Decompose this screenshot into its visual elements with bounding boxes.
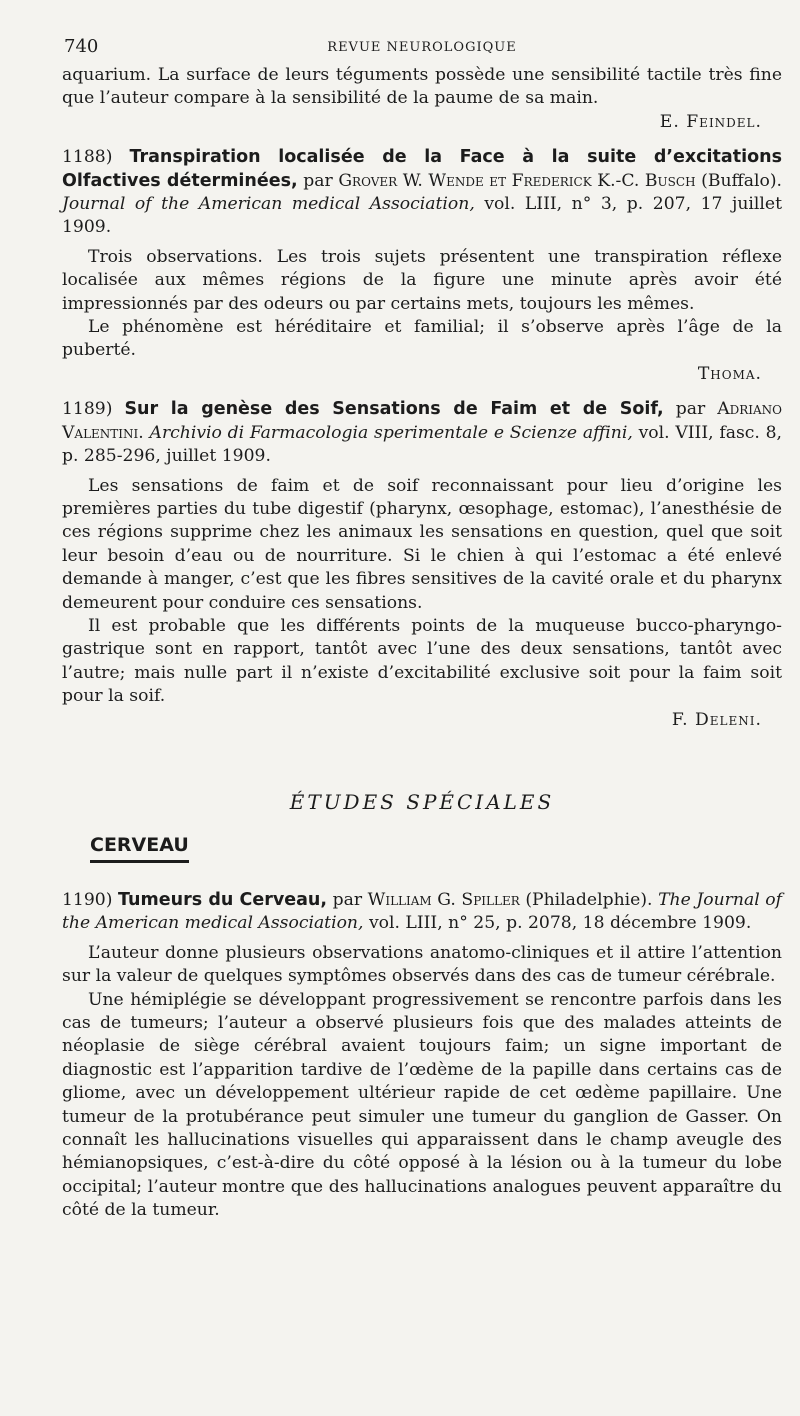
- journal-name: Archivio di Farmacologia sperimentale e Scienze affini,: [149, 422, 633, 443]
- par-word: par: [303, 170, 333, 191]
- abstract-title: Tumeurs du Cerveau,: [118, 889, 328, 910]
- abstract-1190-paragraph-1: L’auteur donne plusieurs observations anatomo-cliniques et il attire l’attention sur la valeur de quelques symptômes observés dans des cas de tumeur cérébrale.: [62, 942, 782, 987]
- abstract-authors: Adriano Valentini.: [62, 399, 783, 443]
- abstract-title: Transpiration localisée de la Face à la suite d’excitations Olfactives déterminées,: [62, 147, 782, 191]
- abstract-1189-heading: [62, 398, 782, 468]
- abstract-title: Sur la genèse des Sensations de Faim et de Soif,: [124, 399, 664, 420]
- par-word: par: [332, 889, 363, 910]
- journal-reference: vol. LIII, n° 3, p. 207, 17 juillet 1909.: [62, 194, 782, 238]
- journal-name: Journal of the American medical Association,: [62, 194, 475, 215]
- abstract-1188-paragraph-1: Trois observations. Les trois sujets présentent une transpiration réflexe localisée aux mêmes régions de la figure une minute après avoir été impressionnés par des odeurs ou par certains mets, toujours les mêmes.: [62, 246, 782, 314]
- abstract-1188: [62, 146, 782, 386]
- abstract-1189-paragraph-1: Les sensations de faim et de soif reconnaissant pour lieu d’origine les premières parties du tube digestif (pharynx, œsophage, estomac), l’anesthésie de ces régions supprime chez les animaux les sensations en question, quel que soit leur besoin d’eau ou de nourriture. Si le chien à qui l’estomac a été enlevé demande à manger, c’est que les fibres sensitives de la cavité orale et du pharynx demeurent pour conduire ces sensations.: [62, 475, 782, 613]
- abstract-number: 1190): [62, 889, 113, 910]
- author-place: (Philadelphie).: [525, 889, 653, 910]
- abstract-1188-heading: [62, 146, 782, 240]
- signature-feindel: E. Feindel.: [659, 111, 762, 132]
- intro-paragraph: aquarium. La surface de leurs téguments possède une sensibilité tactile très fine que l’auteur compare à la sensibilité de la paume de sa main.: [62, 65, 782, 109]
- journal-reference: vol. VIII, fasc. 8, p. 285-296, juillet 1909.: [62, 422, 783, 467]
- running-title: REVUE NEUROLOGIQUE: [327, 40, 517, 55]
- abstract-1188-paragraph-2: Le phénomène est héréditaire et familial; il s’observe après l’âge de la puberté.: [62, 317, 782, 361]
- abstract-number: 1188): [62, 147, 113, 168]
- signature-deleni: F. Deleni.: [671, 709, 762, 730]
- journal-name: The Journal of the American medical Association,: [62, 889, 782, 934]
- journal-reference: vol. LIII, n° 25, p. 2078, 18 décembre 1909.: [368, 913, 752, 934]
- abstract-1190: [62, 889, 782, 1223]
- running-header: [62, 36, 782, 64]
- journal-page: [62, 36, 782, 1223]
- subsection-title: CERVEAU: [90, 834, 189, 863]
- section-title: ÉTUDES SPÉCIALES: [289, 789, 555, 814]
- author-place: (Buffalo).: [701, 170, 783, 191]
- abstract-1189: [62, 398, 782, 732]
- abstract-number: 1189): [62, 399, 113, 420]
- signature-thoma: Thoma.: [697, 363, 762, 384]
- abstract-authors: William G. Spiller: [367, 889, 520, 910]
- abstract-1190-paragraph-2: Une hémiplégie se développant progressivement se rencontre parfois dans les cas de tumeurs; l’auteur a observé plusieurs fois que des malades atteints de néoplasie de siège cérébral avaient toujours faim; un signe important de diagnostic est l’apparition tardive de l’œdème de la papille dans certains cas de gliome, avec un développement ultérieur rapide de cet œdème papillaire. Une tumeur de la protubérance peut simuler une tumeur du ganglion de Gasser. On connaît les hallucinations visuelles qui apparaissent dans le champ aveugle des hémianopsiques, c’est-à-dire du côté opposé à la lésion ou à la tumeur du lobe occipital; l’auteur montre que des hallucinations analogues peuvent apparaître du côté de la tumeur.: [62, 989, 782, 1221]
- par-word: par: [675, 399, 706, 420]
- abstract-authors: Grover W. Wende et Frederick K.-C. Busch: [338, 170, 696, 191]
- page-number: 740: [64, 36, 99, 57]
- abstract-1190-heading: [62, 889, 782, 936]
- abstract-1189-paragraph-2: Il est probable que les différents points de la muqueuse bucco-pharyngo-gastrique sont en rapport, tantôt avec l’une des deux sensations, tantôt avec l’autre; mais nulle part il n’existe d’excitabilité exclusive soit pour la faim soit pour la soif.: [62, 615, 782, 707]
